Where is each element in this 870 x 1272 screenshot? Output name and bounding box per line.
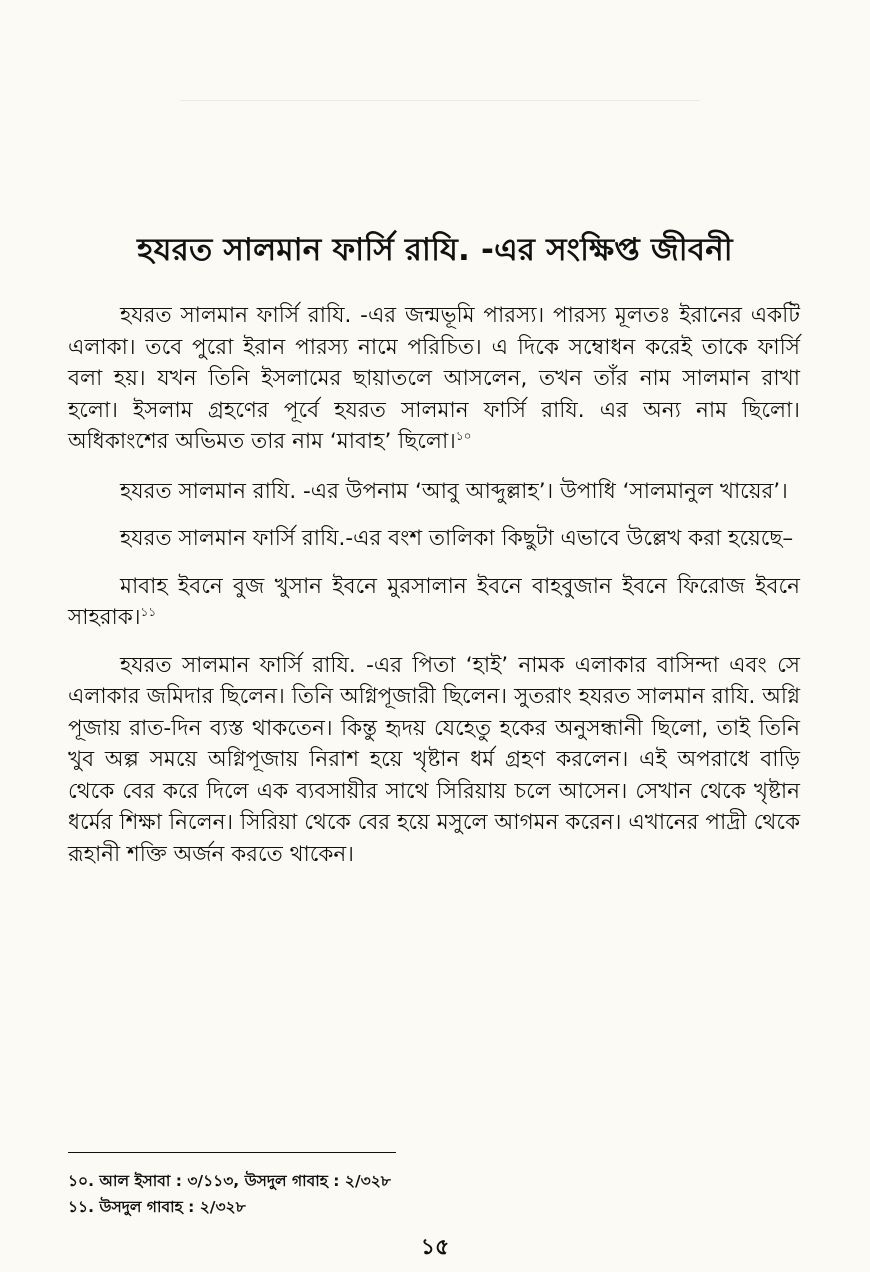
page-number: ১৫ — [420, 1235, 450, 1260]
paragraph: হযরত সালমান ফার্সি রাযি.-এর বংশ তালিকা কিছুটা এভাবে উল্লেখ করা হয়েছে– — [120, 526, 794, 551]
footnote-ref: ১১ — [140, 604, 157, 619]
paragraph: মাবাহ ইবনে বুজ খুসান ইবনে মুরসালান ইবনে বাহবুজান ইবনে ফিরোজ ইবনে সাহরাক।$^{১১}$ — [68, 573, 800, 630]
footnote: ১১. উসদুল গাবাহ : ২/৩২৮ — [68, 1198, 246, 1216]
footnote-ref: ১০ — [455, 428, 472, 443]
footnotes — [68, 1168, 668, 1220]
footnote-divider — [68, 1152, 396, 1153]
chapter-title: হযরত সালমান ফার্সি রাযি. -এর সংক্ষিপ্ত জীবনী — [137, 232, 733, 268]
paragraph: হযরত সালমান রাযি. -এর উপনাম ‘আবু আব্দুল্লাহ’। উপাধি ‘সালমানুল খায়ের’। — [120, 478, 788, 504]
bleed-through-header — [180, 78, 700, 101]
body-text — [68, 300, 800, 888]
paragraph: হযরত সালমান ফার্সি রাযি. -এর পিতা ‘হাই’ নামক এলাকার বাসিন্দা এবং সে এলাকার জমিদার ছিলেন। তিনি অগ্নিপূজারী ছিলেন। সুতরাং হযরত সালমান রাযি. অগ্নি পূজায় রাত-দিন ব্যস্ত থাকতেন। কিন্তু হৃদয় যেহেতু হকের অনুসন্ধানী ছিলো, তাই তিনি খুব অল্প সময়ে অগ্নিপূজায় নিরাশ হয়ে খৃষ্টান ধর্ম গ্রহণ করলেন। এই অপরাধে বাড়ি থেকে বের করে দিলে এক ব্যবসায়ীর সাথে সিরিয়ায় চলে আসেন। সেখান থেকে খৃষ্টান ধর্মের শিক্ষা নিলেন। সিরিয়া থেকে বের হয়ে মসুলে আগমন করেন। এখানের পাদ্রী থেকে রূহানী শক্তি অর্জন করতে থাকেন। — [68, 652, 800, 867]
footnote: ১০. আল ইসাবা : ৩/১১৩, উসদুল গাবাহ : ২/৩২৮ — [68, 1172, 391, 1190]
paragraph: হযরত সালমান ফার্সি রাযি. -এর জন্মভূমি পারস্য। পারস্য মূলতঃ ইরানের একটি এলাকা। তবে পুরো ইরান পারস্য নামে পরিচিত। এ দিকে সম্বোধন করেই তাকে ফার্সি বলা হয়। যখন তিনি ইসলামের ছায়াতলে আসলেন, তখন তাঁর নাম সালমান রাখা হলো। ইসলাম গ্রহণের পূর্বে হযরত সালমান ফার্সি রাযি. এর অন্য নাম ছিলো। অধিকাংশের অভিমত তার নাম ‘মাবাহ’ ছিলো।$^{১০}$ — [68, 303, 800, 454]
